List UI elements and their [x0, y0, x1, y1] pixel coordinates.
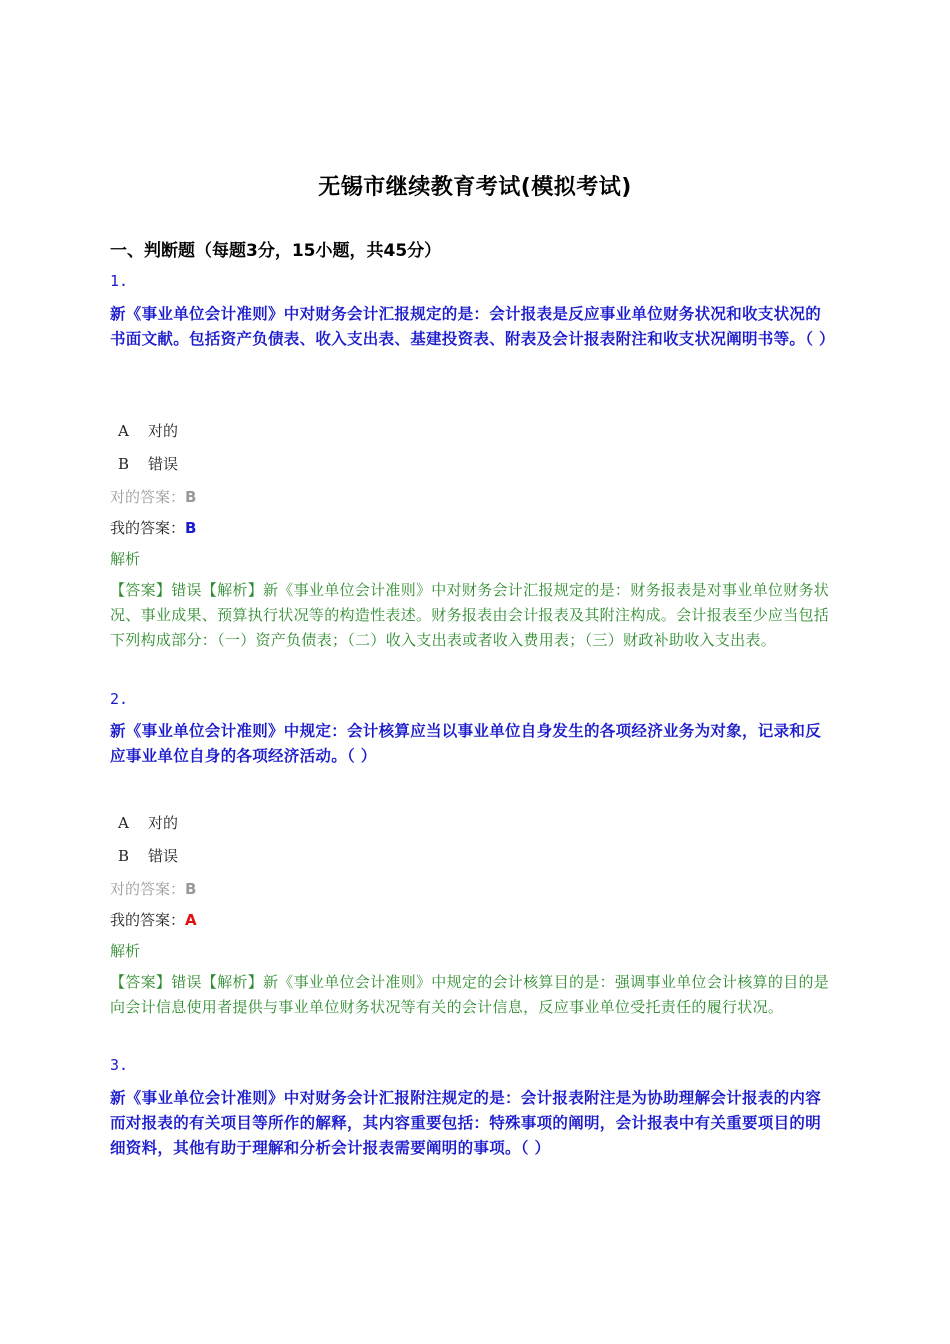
- section-heading: 一、判断题（每题3分，15小题，共45分）: [110, 241, 442, 261]
- correct-answer-value: B: [185, 488, 197, 506]
- question-number: 1.: [110, 272, 129, 290]
- correct-answer-label: 对的答案：: [110, 880, 186, 898]
- correct-answer: [110, 486, 830, 507]
- analysis-text: 【答案】错误【解析】新《事业单位会计准则》中规定的会计核算目的是：强调事业单位会计核算的目的是向会计信息使用者提供与事业单位财务状况等有关的会计信息，反应事业单位受托责任的履行状况。: [110, 973, 830, 1016]
- analysis-heading: 解析: [110, 550, 141, 568]
- my-answer-value: A: [185, 911, 197, 929]
- correct-answer: [110, 878, 830, 899]
- question-text: 新《事业单位会计准则》中规定：会计核算应当以事业单位自身发生的各项经济业务为对象，记录和反应事业单位自身的各项经济活动。（ ）: [110, 722, 822, 765]
- option-a[interactable]: [110, 812, 830, 833]
- option-a[interactable]: [110, 420, 830, 441]
- option-b[interactable]: [110, 453, 830, 474]
- question-text: 新《事业单位会计准则》中对财务会计汇报规定的是：会计报表是反应事业单位财务状况和收支状况的书面文献。包括资产负债表、收入支出表、基建投资表、附表及会计报表附注和收支状况阐明书等。（ ）: [110, 305, 835, 348]
- analysis-heading: 解析: [110, 942, 141, 960]
- option-letter: A: [118, 422, 129, 440]
- my-answer: [110, 909, 830, 930]
- analysis-text: 【答案】错误【解析】新《事业单位会计准则》中对财务会计汇报规定的是：财务报表是对事业单位财务状况、事业成果、预算执行状况等的构造性表述。财务报表由会计报表及其附注构成。会计报表至少应当包括下列构成部分：（一）资产负债表；（二）收入支出表或者收入费用表；（三）财政补助收入支出表。: [110, 581, 830, 649]
- my-answer-value: B: [185, 519, 197, 537]
- correct-answer-label: 对的答案：: [110, 488, 186, 506]
- option-label: 错误: [148, 847, 179, 865]
- my-answer-label: 我的答案：: [110, 911, 186, 929]
- option-label: 对的: [148, 422, 179, 440]
- question-number: 3.: [110, 1056, 129, 1074]
- page-title: 无锡市继续教育考试(模拟考试): [318, 175, 632, 200]
- option-letter: A: [118, 814, 129, 832]
- question-text: 新《事业单位会计准则》中对财务会计汇报附注规定的是：会计报表附注是为协助理解会计报表的内容而对报表的有关项目等所作的解释，其内容重要包括：特殊事项的阐明，会计报表中有关重要项目的明细资料，其他有助于理解和分析会计报表需要阐明的事项。（ ）: [110, 1089, 822, 1157]
- option-label: 错误: [148, 455, 179, 473]
- my-answer-label: 我的答案：: [110, 519, 186, 537]
- my-answer: [110, 517, 830, 538]
- question-number: 2.: [110, 690, 129, 708]
- option-label: 对的: [148, 814, 179, 832]
- option-b[interactable]: [110, 845, 830, 866]
- correct-answer-value: B: [185, 880, 197, 898]
- option-letter: B: [118, 455, 130, 473]
- option-letter: B: [118, 847, 130, 865]
